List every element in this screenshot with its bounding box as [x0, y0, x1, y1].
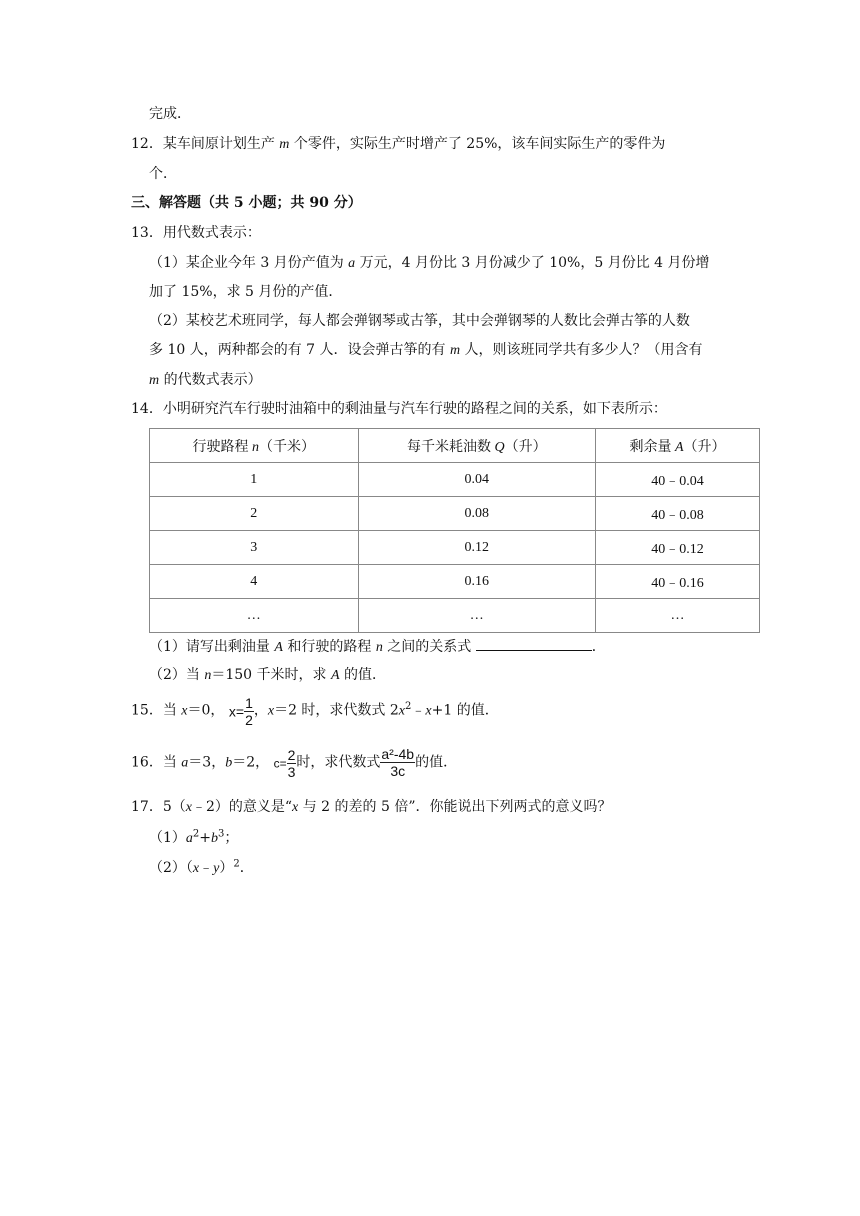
cell: …: [596, 599, 760, 633]
var-n: n: [204, 668, 212, 683]
table-row: [150, 599, 760, 633]
fraction-equation: c= $\frac{2}{3}$: [273, 746, 296, 780]
q13-part2-line3: [149, 370, 262, 391]
q14-intro: 小明研究汽车行驶时油箱中的剩油量与汽车行驶的路程之间的关系，如下表所示：: [162, 401, 667, 417]
question-number: 15．: [131, 702, 163, 719]
text: +1 的值．: [431, 702, 499, 719]
q12-text-b: 个零件，实际生产时增产了 25%，该车间实际生产的零件为: [289, 136, 666, 152]
text: ）: [219, 860, 234, 876]
table-header-row: [150, 429, 760, 463]
q14-part1: [149, 636, 606, 658]
var-x: x: [267, 703, 275, 719]
text: ．: [591, 639, 606, 655]
text: 的代数式表示）: [159, 372, 262, 388]
text: ＝150 千米时，求: [211, 667, 331, 683]
cell: 40﹣0.16: [596, 565, 760, 599]
question-number: 14．: [131, 401, 163, 417]
cell: 40﹣0.04: [596, 463, 760, 497]
text: （1）: [149, 830, 186, 846]
var-x: x: [398, 703, 406, 719]
cell: …: [150, 599, 359, 633]
fragment-text: 完成．: [149, 106, 191, 122]
question-number: 13．: [131, 225, 163, 241]
text: （1）请写出剩油量: [149, 639, 275, 655]
text: 当: [162, 702, 182, 719]
table-row: [150, 497, 760, 531]
section-heading: 三、解答题（共 5 小题；共 90 分）: [131, 195, 362, 211]
table-row: [150, 531, 760, 565]
cell: 0.08: [358, 497, 595, 531]
expression-fraction: $\frac{\text{a²-4b}}{3c}$: [381, 746, 415, 780]
fraction-equation: x= $\frac{1}{2}$: [228, 694, 253, 728]
q13-part1-line2: 加了 15%，求 5 月份的产值．: [149, 284, 343, 300]
text: ；: [224, 830, 239, 846]
fuel-table: [149, 428, 760, 633]
text: 的值．: [415, 754, 458, 771]
header-fuel-per-km: 每千米耗油数 Q（升）: [358, 429, 595, 463]
text: ﹣: [411, 702, 426, 719]
q13-part2-line1: （2）某校艺术班同学，每人都会弹钢琴或古筝，其中会弹钢琴的人数比会弹古筝的人数: [149, 313, 690, 329]
exponent: 2: [405, 701, 412, 712]
text: 与 2 的差的 5 倍”．你能说出下列两式的意义吗？: [298, 799, 612, 815]
var-m: m: [279, 137, 290, 152]
question-number: 12．: [131, 136, 163, 152]
question-14: [131, 399, 667, 419]
text: 5（: [162, 799, 186, 815]
text: 和行驶的路程: [282, 639, 376, 655]
var-b: b: [211, 831, 219, 846]
var-A: A: [330, 668, 340, 683]
cell: …: [358, 599, 595, 633]
text: ＝3，: [188, 754, 226, 771]
text: 万元，4 月份比 3 月份减少了 10%，5 月份比 4 月份增: [355, 255, 710, 271]
q13-title: 用代数式表示：: [162, 225, 261, 241]
cell: 4: [150, 565, 359, 599]
q12-continuation: 个．: [149, 166, 177, 182]
exponent: 2: [192, 828, 200, 840]
var-x: x: [185, 800, 192, 815]
table-row: [150, 565, 760, 599]
var-x: x: [181, 703, 188, 719]
cell: 2: [150, 497, 359, 531]
q13-part1-line1: [149, 253, 710, 274]
var-x: x: [292, 800, 299, 815]
var-x: x: [425, 703, 432, 719]
text: ﹣: [199, 860, 214, 876]
q17-part2: [149, 858, 254, 879]
text: 多 10 人，两种都会的有 7 人．设会弹古筝的有: [149, 342, 450, 358]
var-A: A: [274, 640, 283, 655]
cell: 1: [150, 463, 359, 497]
text: 时，求代数式: [296, 754, 381, 771]
var-m: m: [149, 373, 160, 388]
var-m: m: [449, 343, 461, 358]
cell: 0.04: [358, 463, 595, 497]
question-number: 16．: [131, 754, 163, 771]
exponent: 2: [233, 858, 240, 870]
var-n: n: [375, 640, 383, 655]
text: 当: [162, 754, 182, 771]
text: （2）（: [149, 860, 193, 876]
var-y: y: [213, 861, 220, 876]
question-17: [131, 797, 612, 818]
question-15: [131, 692, 499, 730]
text: ＝2，: [232, 754, 270, 771]
text: ．: [239, 860, 254, 876]
table-row: [150, 463, 760, 497]
text: 之间的关系式: [382, 639, 476, 655]
question-number: 17．: [131, 799, 163, 815]
text: ，: [253, 702, 268, 719]
cell: 40﹣0.12: [596, 531, 760, 565]
text: ﹣2）的意义是“: [191, 799, 293, 815]
answer-blank[interactable]: [476, 636, 592, 651]
text: （2）当: [149, 667, 205, 683]
header-distance: 行驶路程 n（千米）: [150, 429, 359, 463]
q17-part1: [149, 828, 238, 849]
text: 人，则该班同学共有多少人？（用含有: [460, 342, 703, 358]
exponent: 3: [218, 828, 225, 840]
var-b: b: [225, 755, 233, 771]
var-x: x: [192, 861, 200, 876]
var-a: a: [348, 256, 356, 271]
question-16: [131, 744, 457, 782]
question-13: [131, 223, 261, 243]
cell: 40﹣0.08: [596, 497, 760, 531]
header-remaining: 剩余量 A（升）: [596, 429, 760, 463]
cell: 0.12: [358, 531, 595, 565]
cell: 3: [150, 531, 359, 565]
var-a: a: [181, 755, 189, 771]
text: 的值．: [339, 667, 386, 683]
text: ＝0，: [187, 702, 225, 719]
q14-part2: [149, 665, 386, 686]
var-a: a: [185, 831, 193, 846]
text: +: [199, 830, 212, 846]
text: （1）某企业今年 3 月份产值为: [149, 255, 349, 271]
q13-part2-line2: [149, 340, 703, 361]
cell: 0.16: [358, 565, 595, 599]
question-12: [131, 134, 665, 155]
text: ＝2 时，求代数式 2: [274, 702, 399, 719]
q12-text-a: 某车间原计划生产: [162, 136, 280, 152]
